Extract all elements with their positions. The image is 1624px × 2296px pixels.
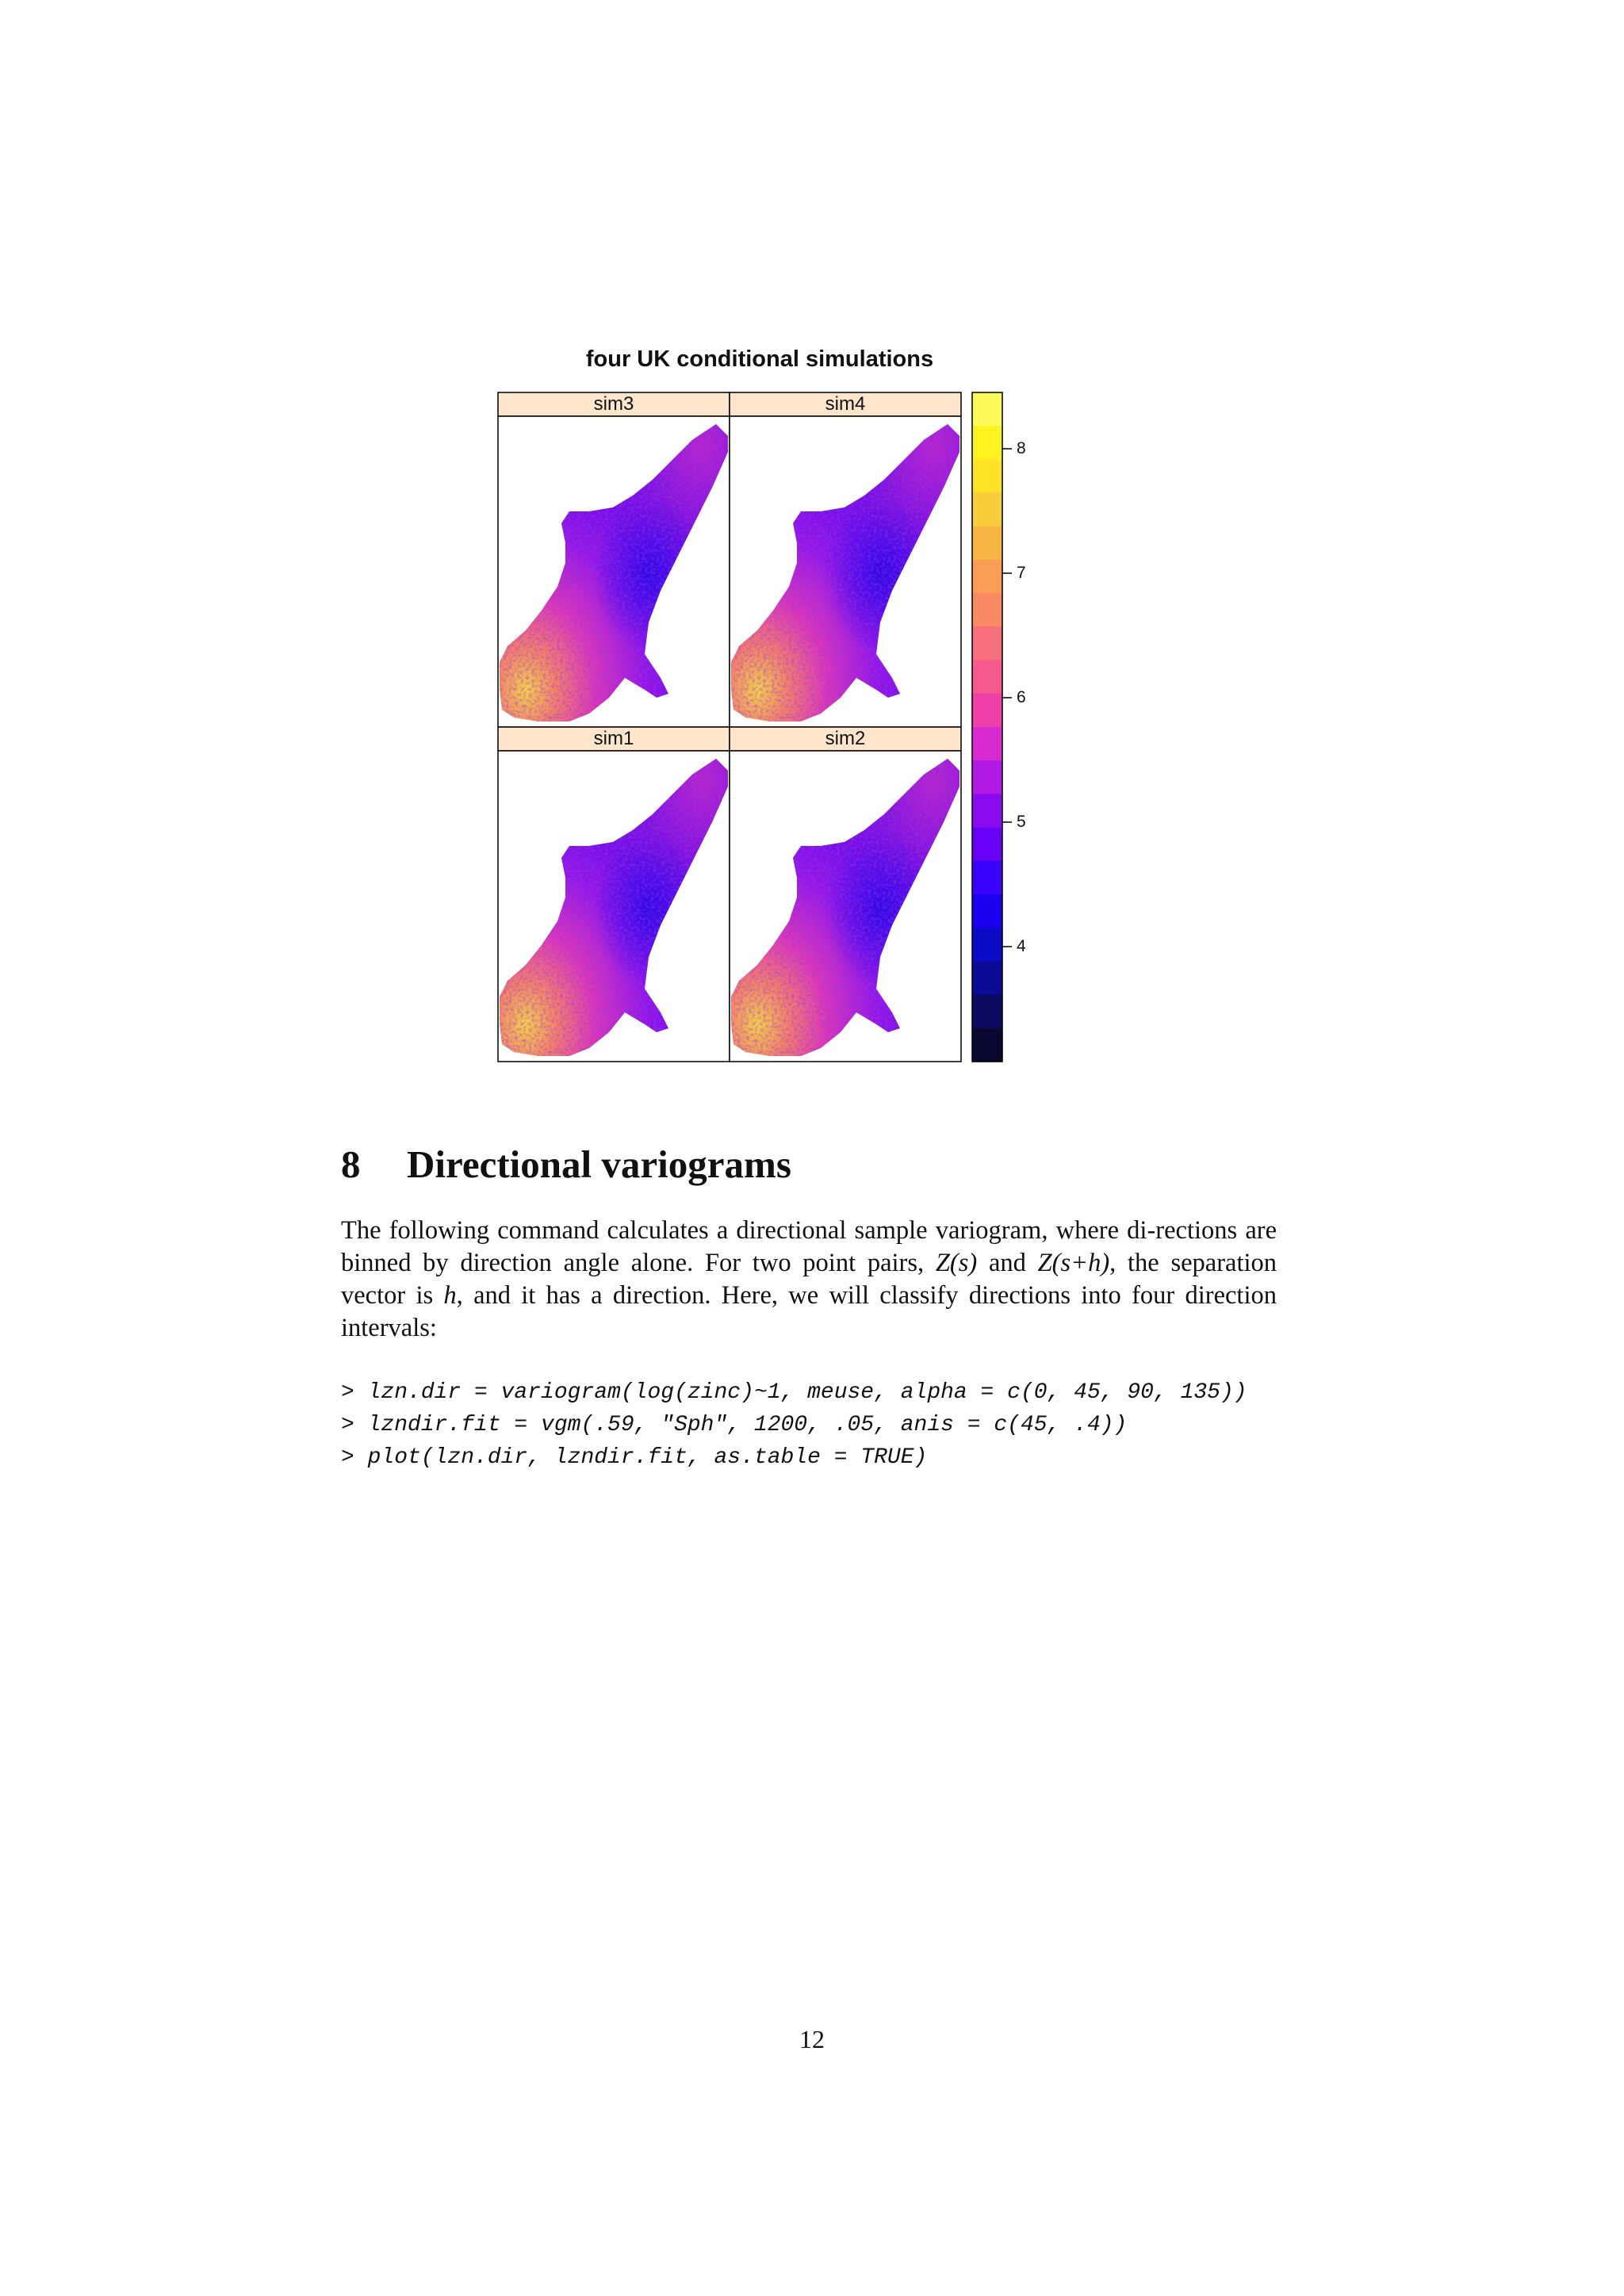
colorkey-swatch — [972, 828, 1002, 862]
colorkey-tick-label: 8 — [1017, 439, 1026, 457]
strip-label-sim2: sim2 — [825, 728, 866, 749]
colorkey-swatch — [972, 560, 1002, 594]
colorkey-swatch — [972, 459, 1002, 493]
code-line: > plot(lzn.dir, lzndir.fit, as.table = TRUE) — [341, 1445, 928, 1470]
colorkey-tick-label: 6 — [1017, 688, 1026, 706]
strip-label-sim3: sim3 — [593, 393, 634, 415]
code-line: > lzndir.fit = vgm(.59, "Sph", 1200, .05, anis = c(45, .4)) — [341, 1413, 1128, 1437]
colorkey-swatch — [972, 961, 1002, 995]
colorkey-swatch — [972, 526, 1002, 561]
colorkey-swatch — [972, 794, 1002, 828]
colorkey-swatch — [972, 694, 1002, 728]
colorkey-swatch — [972, 626, 1002, 660]
paragraph-text: , the separation vector is — [341, 1249, 1277, 1310]
page-number: 12 — [799, 2025, 825, 2053]
math-z-s: Z(s) — [935, 1249, 978, 1277]
code-line: > lzn.dir = variogram(log(zinc)~1, meuse, alpha = c(0, 45, 90, 135)) — [341, 1380, 1247, 1405]
colorkey-swatch — [972, 426, 1002, 460]
colorkey-tick-label: 4 — [1017, 937, 1026, 955]
colorkey-swatch — [972, 894, 1002, 928]
panel-sim1 — [498, 727, 730, 1062]
colorkey-swatch — [972, 727, 1002, 761]
colorkey-swatch — [972, 760, 1002, 794]
section-title: Directional variograms — [407, 1142, 791, 1186]
panel-sim3 — [498, 392, 730, 727]
strip-label-sim1: sim1 — [593, 728, 634, 749]
colorkey-tick-label: 5 — [1017, 813, 1026, 831]
colorkey-swatch — [972, 392, 1002, 427]
colorkey-tick-label: 7 — [1017, 564, 1026, 582]
section-heading — [341, 1142, 791, 1187]
panel-sim2 — [730, 727, 961, 1062]
strip-label-sim4: sim4 — [825, 393, 866, 415]
figure-title: four UK conditional simulations — [585, 346, 934, 372]
paragraph-text: and — [977, 1249, 1038, 1277]
colorkey-swatch — [972, 493, 1002, 527]
body-paragraph — [341, 1215, 1277, 1345]
colorkey-swatch — [972, 928, 1002, 962]
colorkey-swatch — [972, 593, 1002, 627]
colorkey-swatch — [972, 861, 1002, 895]
simulation-figure — [0, 0, 1624, 1110]
panel-sim4 — [730, 392, 961, 727]
colorkey-swatch — [972, 660, 1002, 695]
color-key — [972, 392, 1012, 1062]
paragraph-text: The following command calculates a directional sample variogram, where di-rections are binned by direction angle alone. For two point pairs, — [341, 1216, 1277, 1277]
math-h: h — [443, 1281, 457, 1310]
section-number: 8 — [341, 1142, 361, 1186]
colorkey-swatch — [972, 1028, 1002, 1062]
colorkey-swatch — [972, 995, 1002, 1029]
math-z-s-plus-h: Z(s+h) — [1037, 1249, 1110, 1277]
paragraph-text: , and it has a direction. Here, we will classify directions into four direction intervals: — [341, 1281, 1277, 1342]
